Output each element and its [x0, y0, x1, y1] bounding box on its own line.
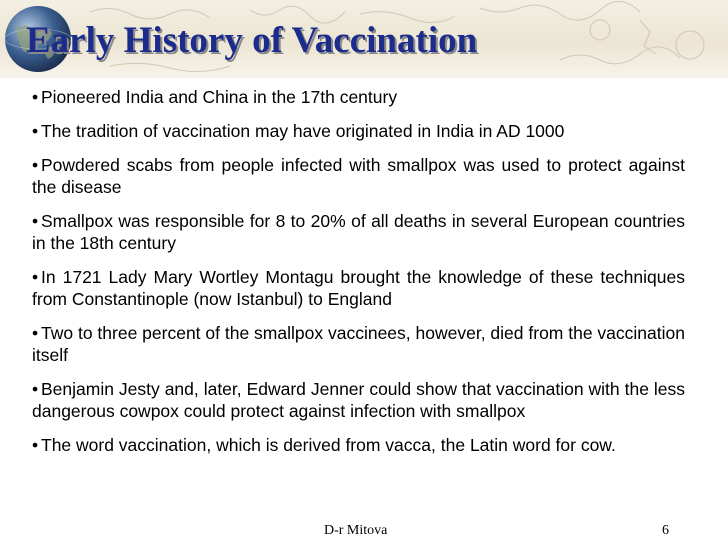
bullet-item — [32, 210, 685, 254]
bullet-text: Benjamin Jesty and, later, Edward Jenner could show that vaccination with the less dangerous cowpox could protect against infection with smallpox — [32, 379, 685, 421]
bullet-text: Powdered scabs from people infected with smallpox was used to protect against the disease — [32, 155, 685, 197]
bullet-text: In 1721 Lady Mary Wortley Montagu brought the knowledge of these techniques from Constantinople (now Istanbul) to England — [32, 267, 685, 309]
bullet-marker: • — [32, 87, 39, 107]
bullet-item — [32, 266, 685, 310]
bullet-item — [32, 154, 685, 198]
bullet-marker: • — [32, 211, 39, 231]
bullet-text: Smallpox was responsible for 8 to 20% of all deaths in several European countries in the 18th century — [32, 211, 685, 253]
bullet-item — [32, 120, 685, 142]
bullet-marker: • — [32, 435, 39, 455]
bullet-item — [32, 86, 685, 108]
slide-number: 6 — [662, 523, 669, 538]
bullet-marker: • — [32, 121, 39, 141]
footer-author: D-r Mitova — [324, 523, 388, 538]
bullet-item — [32, 322, 685, 366]
bullet-list — [32, 86, 685, 468]
bullet-item — [32, 378, 685, 422]
slide-title: Early History of Vaccination — [26, 20, 478, 61]
bullet-text: Two to three percent of the smallpox vaccinees, however, died from the vaccination itself — [32, 323, 685, 365]
bullet-text: The word vaccination, which is derived from vacca, the Latin word for cow. — [41, 435, 616, 455]
bullet-marker: • — [32, 323, 39, 343]
bullet-marker: • — [32, 267, 39, 287]
bullet-marker: • — [32, 379, 39, 399]
bullet-item — [32, 434, 685, 456]
bullet-text: The tradition of vaccination may have originated in India in AD 1000 — [41, 121, 565, 141]
title-banner — [0, 0, 728, 78]
bullet-text: Pioneered India and China in the 17th century — [41, 87, 398, 107]
bullet-marker: • — [32, 155, 39, 175]
